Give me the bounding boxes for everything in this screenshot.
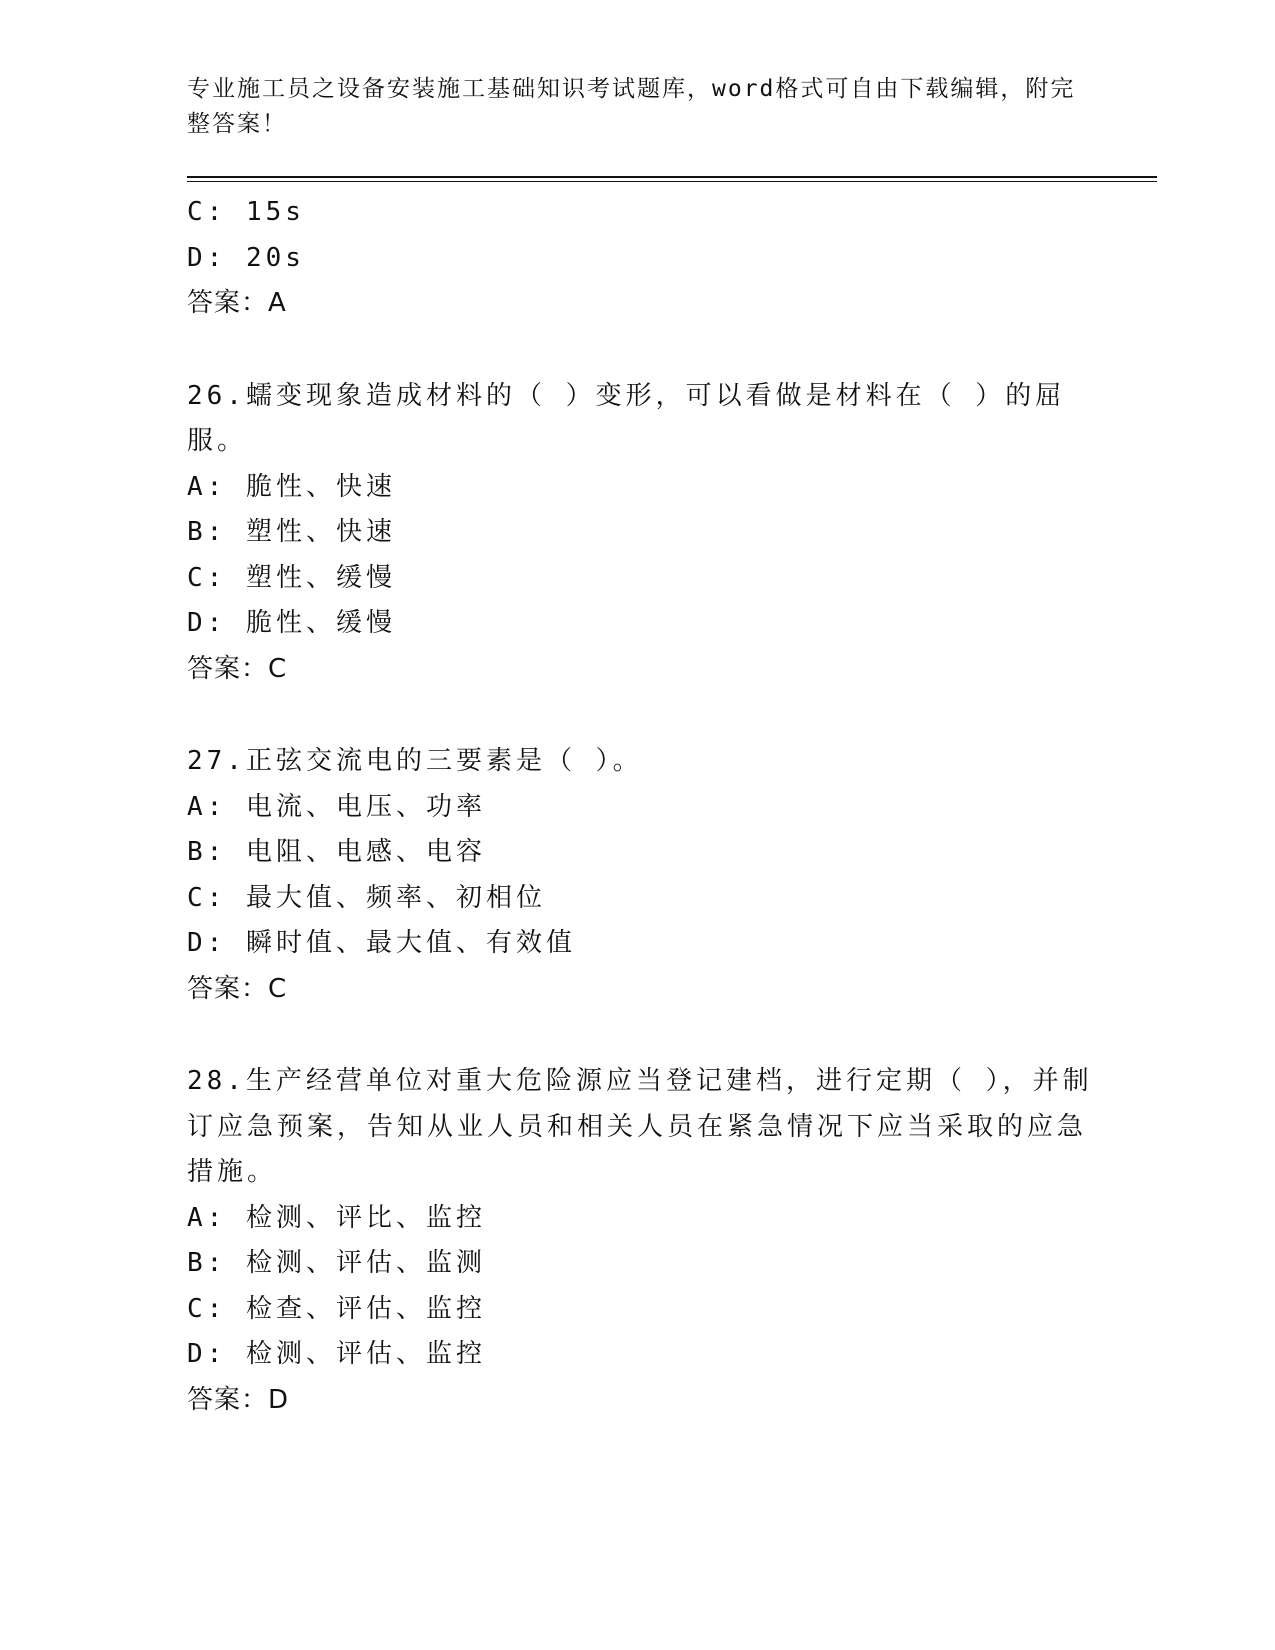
option-a: A: 检测、评比、监控 — [187, 1202, 486, 1233]
option-c: C: 检查、评估、监控 — [187, 1293, 486, 1324]
header-divider-thin — [187, 181, 1157, 182]
question-27-text: 27.正弦交流电的三要素是（ ）。 — [187, 746, 643, 776]
answer-line: 答案：C — [187, 973, 288, 1004]
option-d: D: 检测、评估、监控 — [187, 1339, 486, 1369]
option-c: C: 塑性、缓慢 — [187, 562, 396, 593]
option-d: D: 20s — [187, 242, 305, 273]
header-divider — [187, 176, 1157, 178]
option-b: B: 检测、评估、监测 — [187, 1248, 486, 1278]
option-d: D: 脆性、缓慢 — [187, 608, 396, 638]
option-b: B: 塑性、快速 — [187, 517, 396, 547]
option-c: C: 15s — [187, 197, 305, 227]
answer-line: 答案：D — [187, 1384, 290, 1415]
question-28-text-line-3: 措施。 — [187, 1157, 278, 1187]
option-c: C: 最大值、频率、初相位 — [187, 882, 546, 913]
answer-line: 答案：A — [187, 288, 287, 318]
option-b: B: 电阻、电感、电容 — [187, 837, 486, 867]
question-list — [187, 190, 1093, 1423]
document-header: 专业施工员之设备安装施工基础知识考试题库，word格式可自由下载编辑，附完整答案！ — [187, 76, 1076, 137]
question-26-text: 26.蠕变现象造成材料的（ ）变形，可以看做是材料在（ ）的屈服。 — [187, 380, 1066, 456]
answer-line: 答案：C — [187, 653, 288, 684]
option-a: A: 电流、电压、功率 — [187, 791, 486, 822]
question-28-text-line-1: 28.生产经营单位对重大危险源应当登记建档，进行定期（ ），并制 — [187, 1066, 1093, 1096]
option-a: A: 脆性、快速 — [187, 471, 396, 502]
question-28-text-line-2: 订应急预案，告知从业人员和相关人员在紧急情况下应当采取的应急 — [187, 1111, 1088, 1142]
option-d: D: 瞬时值、最大值、有效值 — [187, 928, 576, 958]
